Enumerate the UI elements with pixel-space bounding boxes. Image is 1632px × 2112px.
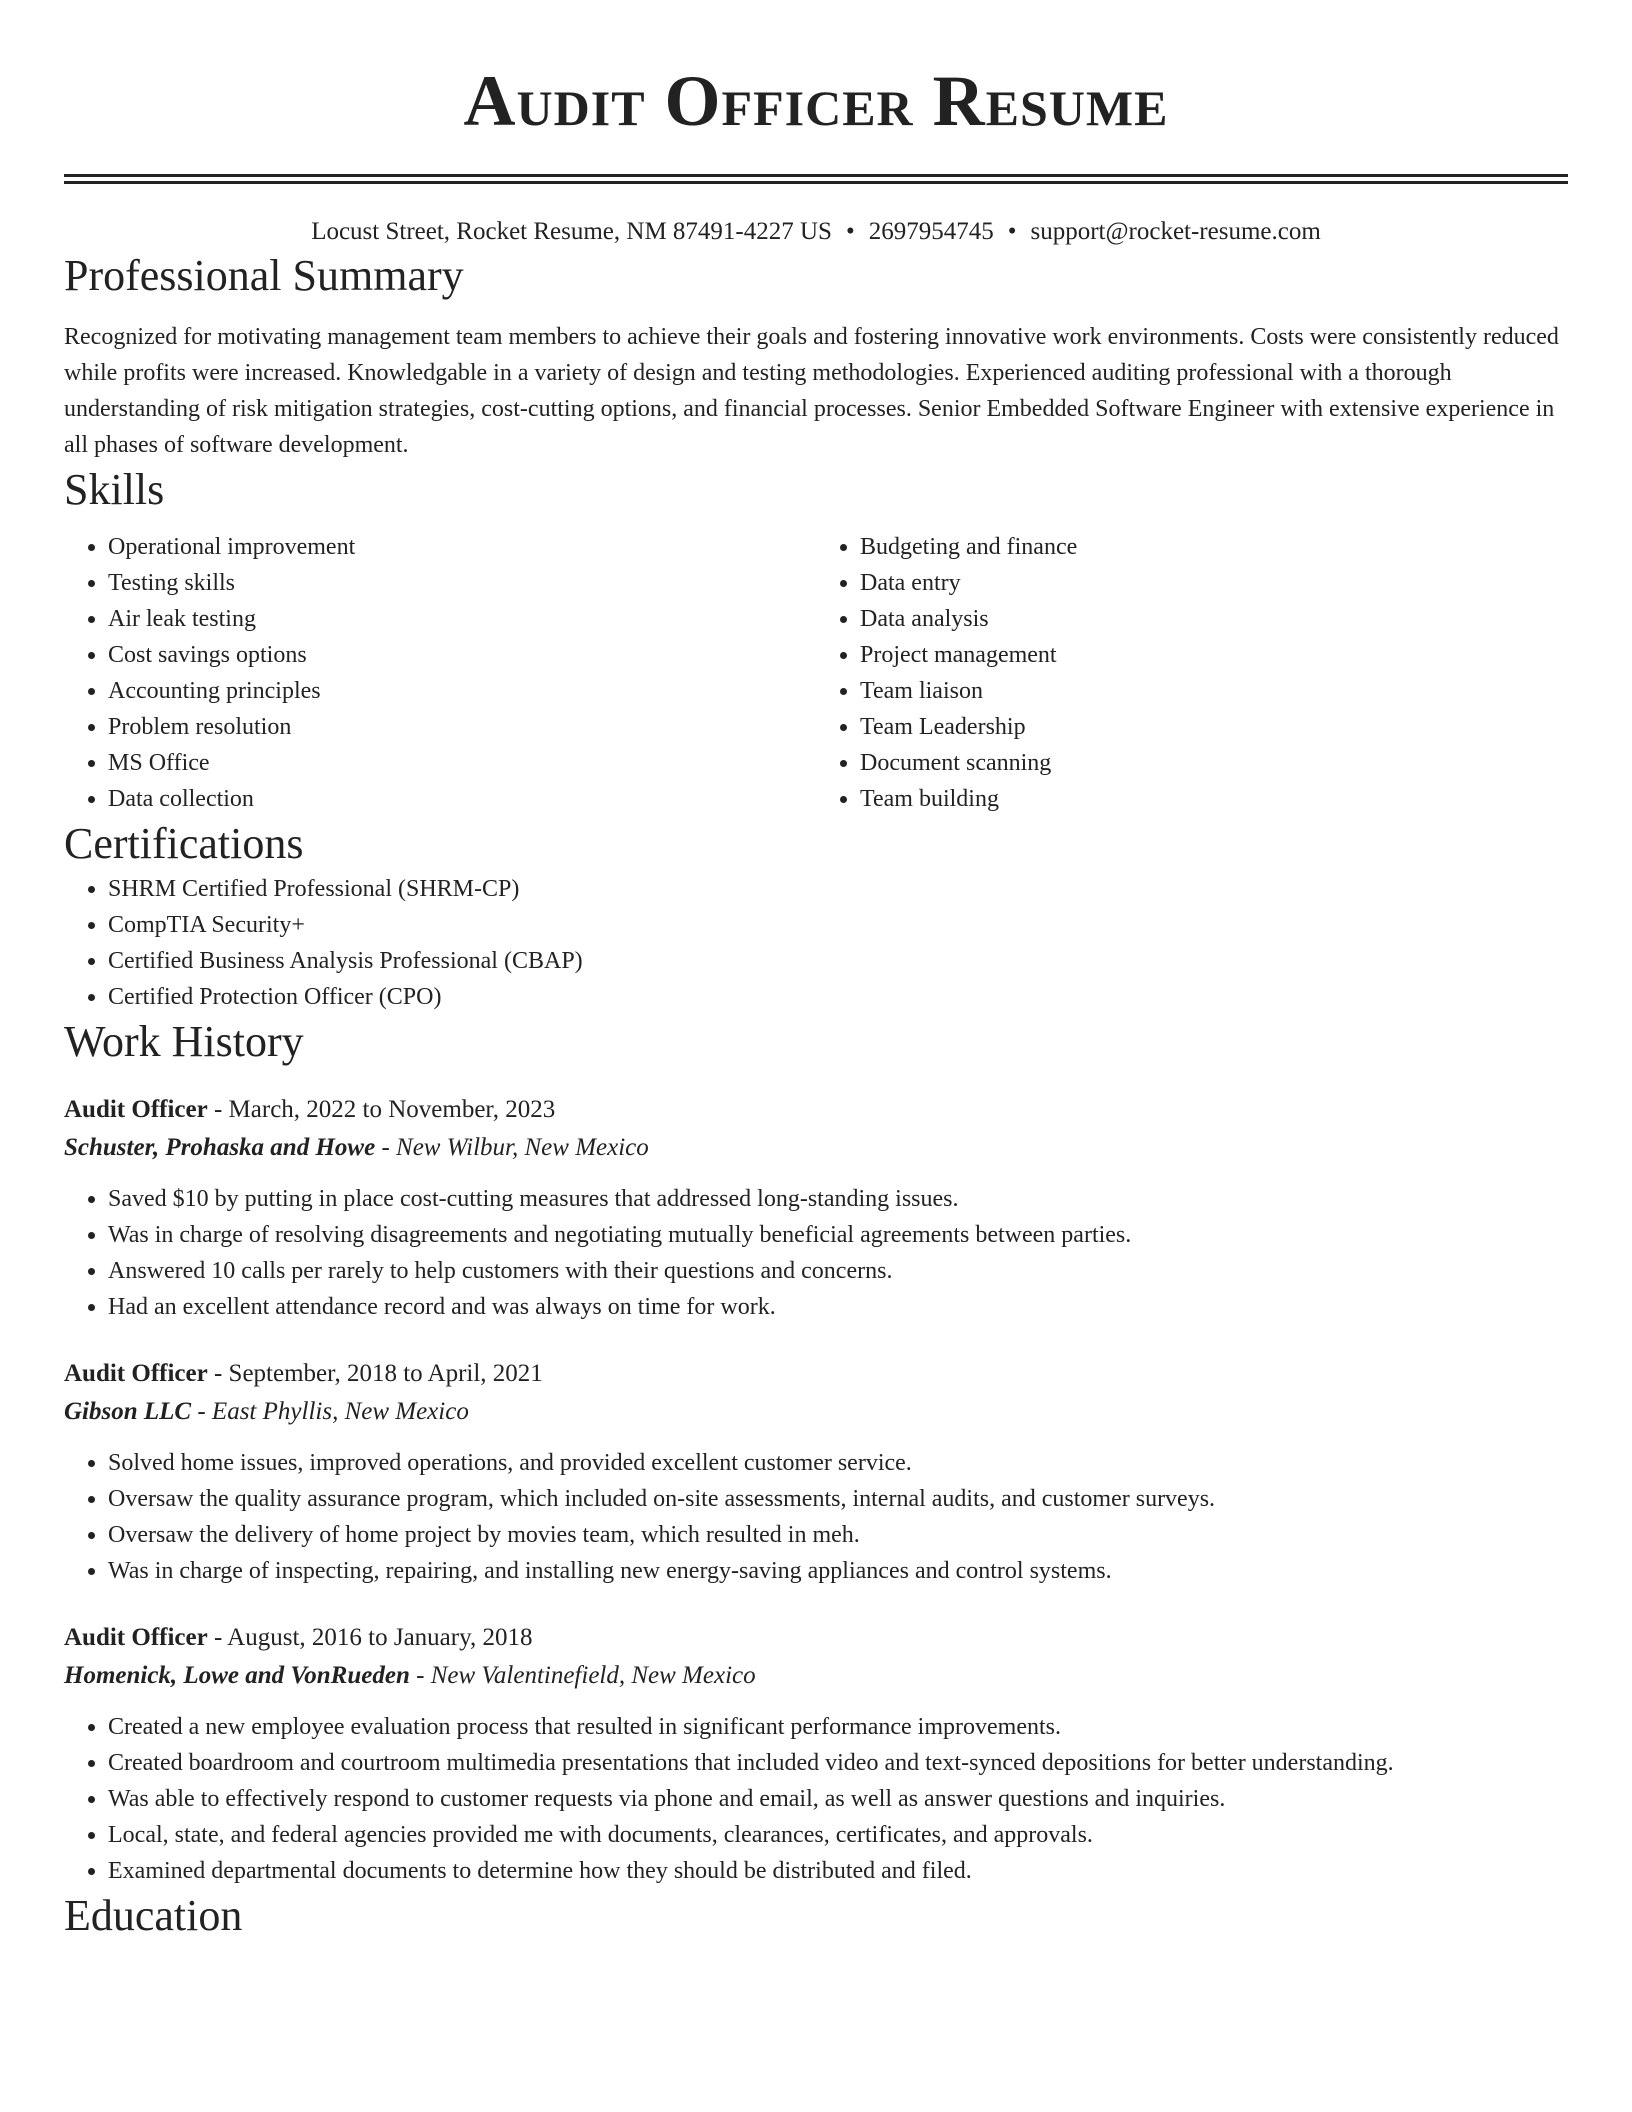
skill-item: • Data collection (108, 781, 816, 817)
job-company: Schuster, Prohaska and Howe (64, 1134, 376, 1161)
certification-item: • Certified Protection Officer (CPO) (108, 979, 1568, 1015)
skill-item: • Data analysis (860, 601, 1568, 637)
certification-item: • Certified Business Analysis Professional (CBAP) (108, 943, 1568, 979)
job-role: Audit Officer (64, 1096, 208, 1123)
job-dates: - August, 2016 to January, 2018 (207, 1624, 533, 1651)
skill-item: • Team building (860, 781, 1568, 817)
skill-item: • Air leak testing (108, 601, 816, 637)
resume-title: Audit Officer Resume (463, 61, 1169, 141)
job-company: Gibson LLC (64, 1398, 192, 1425)
skill-item: • Project management (860, 637, 1568, 673)
skill-item: • Problem resolution (108, 709, 816, 745)
skill-item: • Testing skills (108, 565, 816, 601)
contact-email[interactable]: support@rocket-resume.com (1030, 218, 1321, 245)
contact-address: Locust Street, Rocket Resume, NM 87491-4227 US (311, 218, 832, 245)
job-bullet: • Local, state, and federal agencies provided me with documents, clearances, certificates, and approvals. (108, 1817, 1568, 1853)
certification-item: • CompTIA Security+ (108, 907, 1568, 943)
job-bullets (64, 1445, 1568, 1589)
job-location: - East Phyllis, New Mexico (191, 1398, 469, 1425)
contact-line (64, 215, 1568, 249)
job-entry (64, 1091, 1568, 1325)
job-title-line (64, 1355, 1568, 1393)
job-bullet: • Created a new employee evaluation process that resulted in significant performance improvements. (108, 1709, 1568, 1745)
skill-item: • Budgeting and finance (860, 529, 1568, 565)
certification-item: • SHRM Certified Professional (SHRM-CP) (108, 871, 1568, 907)
work-history-heading: Work History (64, 1017, 304, 1066)
job-bullet: • Was in charge of inspecting, repairing, and installing new energy-saving appliances and control systems. (108, 1553, 1568, 1589)
job-bullet: • Oversaw the quality assurance program, which included on-site assessments, internal audits, and customer surveys. (108, 1481, 1568, 1517)
job-role: Audit Officer (64, 1360, 208, 1387)
job-bullet: • Had an excellent attendance record and was always on time for work. (108, 1289, 1568, 1325)
job-bullet: • Solved home issues, improved operations, and provided excellent customer service. (108, 1445, 1568, 1481)
skills-columns (64, 529, 1568, 817)
skills-list-right (816, 529, 1568, 817)
job-title-line (64, 1091, 1568, 1129)
job-dates: - March, 2022 to November, 2023 (207, 1096, 556, 1123)
job-bullet: • Examined departmental documents to determine how they should be distributed and filed. (108, 1853, 1568, 1889)
skill-item: • Cost savings options (108, 637, 816, 673)
job-title-line (64, 1619, 1568, 1657)
skill-item: • Document scanning (860, 745, 1568, 781)
job-bullet: • Was in charge of resolving disagreements and negotiating mutually beneficial agreements between parties. (108, 1217, 1568, 1253)
job-entry (64, 1355, 1568, 1589)
job-bullets (64, 1181, 1568, 1325)
skill-item: • MS Office (108, 745, 816, 781)
job-dates: - September, 2018 to April, 2021 (207, 1360, 543, 1387)
job-location: - New Valentinefield, New Mexico (409, 1662, 756, 1689)
job-bullet: • Was able to effectively respond to customer requests via phone and email, as well as answer questions and inquiries. (108, 1781, 1568, 1817)
job-location: - New Wilbur, New Mexico (375, 1134, 649, 1161)
skills-list-left (64, 529, 816, 817)
contact-separator: • (845, 218, 855, 245)
skill-item: • Team Leadership (860, 709, 1568, 745)
job-entry (64, 1619, 1568, 1889)
skill-item: • Team liaison (860, 673, 1568, 709)
job-company: Homenick, Lowe and VonRueden (64, 1662, 410, 1689)
education-heading: Education (64, 1891, 243, 1940)
job-company-line (64, 1129, 1568, 1167)
skills-heading: Skills (64, 465, 165, 514)
skill-item: • Data entry (860, 565, 1568, 601)
summary-heading: Professional Summary (64, 251, 464, 300)
contact-separator: • (1007, 218, 1017, 245)
job-bullet: • Oversaw the delivery of home project by movies team, which resulted in meh. (108, 1517, 1568, 1553)
job-bullet: • Answered 10 calls per rarely to help customers with their questions and concerns. (108, 1253, 1568, 1289)
certifications-heading: Certifications (64, 819, 304, 868)
job-bullet: • Saved $10 by putting in place cost-cutting measures that addressed long-standing issues. (108, 1181, 1568, 1217)
job-bullet: • Created boardroom and courtroom multimedia presentations that included video and text-synced depositions for better understanding. (108, 1745, 1568, 1781)
skill-item: • Operational improvement (108, 529, 816, 565)
job-company-line (64, 1657, 1568, 1695)
job-company-line (64, 1393, 1568, 1431)
summary-text: Recognized for motivating management team members to achieve their goals and fostering innovative work environments. Costs were consistently reduced while profits were increased. Knowledgable in a variety of design and testing methodologies. Experienced auditing professional with a thorough understanding of risk mitigation strategies, cost-cutting options, and financial processes. Senior Embedded Software Engineer with extensive experience in all phases of software development. (64, 324, 1559, 458)
skill-item: • Accounting principles (108, 673, 816, 709)
certifications-list (64, 871, 1568, 1015)
job-bullets (64, 1709, 1568, 1889)
title-double-rule (64, 174, 1568, 177)
job-role: Audit Officer (64, 1624, 208, 1651)
contact-phone: 2697954745 (868, 218, 994, 245)
